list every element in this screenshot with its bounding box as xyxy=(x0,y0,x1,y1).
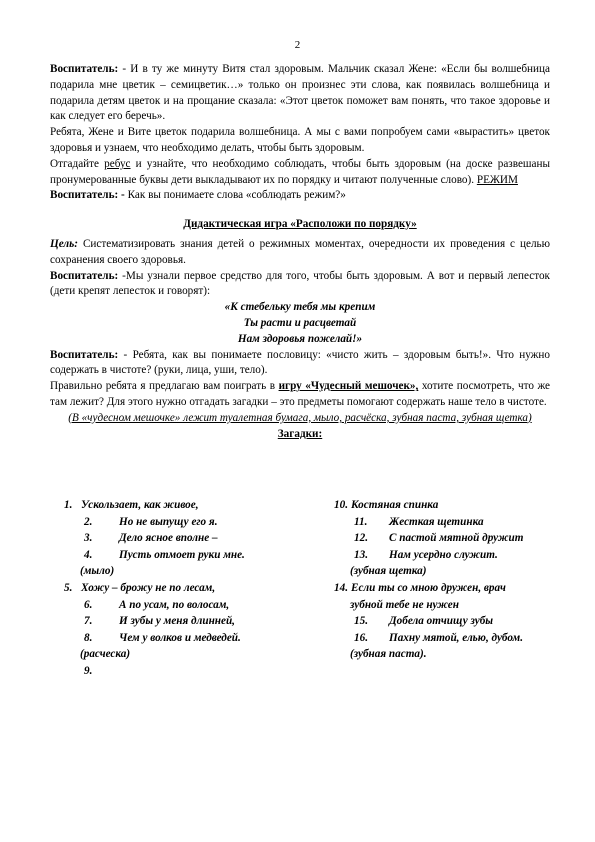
riddle-text: (расческа) xyxy=(80,648,131,661)
riddle-line xyxy=(334,530,574,547)
riddle-line xyxy=(64,497,324,514)
riddles-title: Загадки: xyxy=(277,427,323,440)
goal-label: Цель: xyxy=(50,237,78,250)
paragraph-text: хотите посмотреть, что же там лежит? Для этого нужно отгадать загадки – это предметы помогают содержать наше тело в чистоте. xyxy=(50,380,551,408)
paragraph-text: Отгадайте xyxy=(50,157,105,170)
paragraph-6 xyxy=(50,348,550,380)
page-number: 2 xyxy=(294,39,301,51)
paragraph-7 xyxy=(50,379,550,411)
paragraph-5 xyxy=(50,269,550,301)
riddle-number: 10. xyxy=(334,499,348,511)
speaker-label: Воспитатель: xyxy=(50,269,119,282)
riddle-text: Нам усердно служит. xyxy=(389,548,498,561)
riddle-line xyxy=(334,547,574,564)
riddle-number: 16. xyxy=(354,631,368,644)
riddle-text: А по усам, по волосам, xyxy=(119,598,230,611)
riddle-line xyxy=(64,597,324,614)
speaker-label: Воспитатель: - xyxy=(50,189,125,202)
riddle-text: Ускользает, как живое, xyxy=(81,499,199,511)
riddle-text: Дело ясное вполне – xyxy=(119,532,218,545)
riddle-line xyxy=(64,580,324,597)
speaker-label: Воспитатель: xyxy=(50,63,119,75)
paragraph-text: Правильно ребята я предлагаю вам поиграть в xyxy=(50,380,279,393)
riddle-line xyxy=(64,646,324,663)
game-name: игру «Чудесный мешочек», xyxy=(278,380,419,393)
riddle-text: Костяная спинка xyxy=(351,499,439,511)
paragraph-text: и узнайте, что необходимо соблюдать, чтобы быть здоровым (на доске развешаны пронумерованные буквы дети выкладывают их по порядку и читают полученные слово). xyxy=(50,157,550,186)
riddle-line xyxy=(334,646,574,663)
riddle-number: 7. xyxy=(84,615,93,628)
riddle-text: С пастой мятной дружит xyxy=(389,532,524,545)
riddle-text: (мыло) xyxy=(80,565,115,578)
riddle-text: Хожу – брожу не по лесам, xyxy=(81,581,216,594)
paragraph-3 xyxy=(50,157,550,189)
riddle-line xyxy=(64,663,324,680)
riddle-line xyxy=(64,613,324,630)
riddle-line xyxy=(64,514,324,531)
riddle-number: 6. xyxy=(84,598,93,611)
riddle-text: (зубная паста). xyxy=(350,648,427,661)
riddle-number: 9. xyxy=(84,664,93,677)
regime-word: РЕЖИМ xyxy=(476,173,518,186)
riddle-number: 8. xyxy=(84,631,93,644)
riddle-line xyxy=(334,613,574,630)
riddle-text: Пусть отмоет руки мне. xyxy=(119,548,245,561)
riddle-number: 1. xyxy=(64,499,73,511)
poem-line-1: «К стебельку тебя мы крепим xyxy=(224,301,376,314)
poem-line-2: Ты расти и расцветай xyxy=(243,316,357,329)
riddle-number: 15. xyxy=(354,615,368,628)
riddle-text: Но не выпущу его я. xyxy=(119,515,218,528)
poem-line-3: Нам здоровья пожелай!» xyxy=(237,332,363,345)
riddle-text: Если ты со мною дружен, врач xyxy=(351,581,506,594)
document-body xyxy=(50,62,550,442)
riddle-line xyxy=(64,563,324,580)
riddle-line xyxy=(64,547,324,564)
paragraph-1 xyxy=(50,62,550,125)
paragraph-text: - Ребята, как вы понимаете пословицу: «чисто жить – здоровым быть!». Что нужно содержать в чистоте? (руки, лица, уши, тело). xyxy=(50,348,550,377)
riddle-line xyxy=(334,497,574,514)
riddle-text: Пахну мятой, елью, дубом. xyxy=(389,631,523,644)
riddle-line xyxy=(334,580,574,597)
riddle-line xyxy=(334,514,574,531)
paragraph-text: Как вы понимаете слова «соблюдать режим?» xyxy=(124,189,346,202)
paragraph-text: - И в ту же минуту Витя стал здоровым. Мальчик сказал Жене: «Если бы волшебница подарила мне цветик – семицветик…» только он произнес эти слова, как появилась волшебница и подарила детям цветок и на прощание сказала: «Этот цветок поможет вам понять, что такое здоровье и как следует его беречь». xyxy=(50,63,550,123)
riddle-number: 5. xyxy=(64,581,73,594)
riddle-text: Чем у волков и медведей. xyxy=(119,631,241,644)
game-title: Дидактическая игра «Расположи по порядку» xyxy=(183,218,417,231)
riddle-number: 4. xyxy=(84,548,93,561)
riddle-number: 2. xyxy=(84,515,93,528)
riddle-text: И зубы у меня длинней, xyxy=(119,615,235,628)
paragraph-text: Систематизировать знания детей о режимных моментах, очередности их проведения с целью сохранения своего здоровья. xyxy=(50,237,550,266)
riddle-text: Жесткая щетинка xyxy=(389,515,484,528)
riddle-line xyxy=(334,630,574,647)
riddle-line xyxy=(334,563,574,580)
riddle-number: 12. xyxy=(354,532,368,545)
rebus-word: ребус xyxy=(104,157,131,170)
riddle-line xyxy=(64,630,324,647)
speaker-label: Воспитатель: xyxy=(50,348,119,361)
riddle-text: зубной тебе не нужен xyxy=(350,598,459,611)
paragraph-2: Ребята, Жене и Вите цветок подарила волшебница. А мы с вами попробуем сами «вырастить» цветок здоровья и узнаем, что необходимо делать, чтобы быть здоровым. xyxy=(50,126,550,154)
paragraph-text: -Мы узнали первое средство для того, чтобы быть здоровым. А вот и первый лепесток (дети крепят лепесток и говорят): xyxy=(50,269,550,298)
riddle-number: 14. xyxy=(334,581,348,594)
riddle-text: Добела отчищу зубы xyxy=(389,615,494,628)
riddles-left-column xyxy=(64,497,324,680)
riddle-number: 13. xyxy=(354,548,368,561)
riddle-line xyxy=(334,597,574,614)
paragraph-4 xyxy=(50,188,550,204)
riddle-number: 11. xyxy=(354,515,368,528)
riddle-number: 3. xyxy=(84,532,93,545)
bag-items-note: (В «чудесном мешочке» лежит туалетная бумага, мыло, расчёска, зубная паста, зубная щетка) xyxy=(68,411,532,424)
riddle-line xyxy=(64,530,324,547)
goal-paragraph xyxy=(50,237,550,269)
riddle-text: (зубная щетка) xyxy=(350,565,427,578)
riddles-right-column xyxy=(334,497,574,663)
